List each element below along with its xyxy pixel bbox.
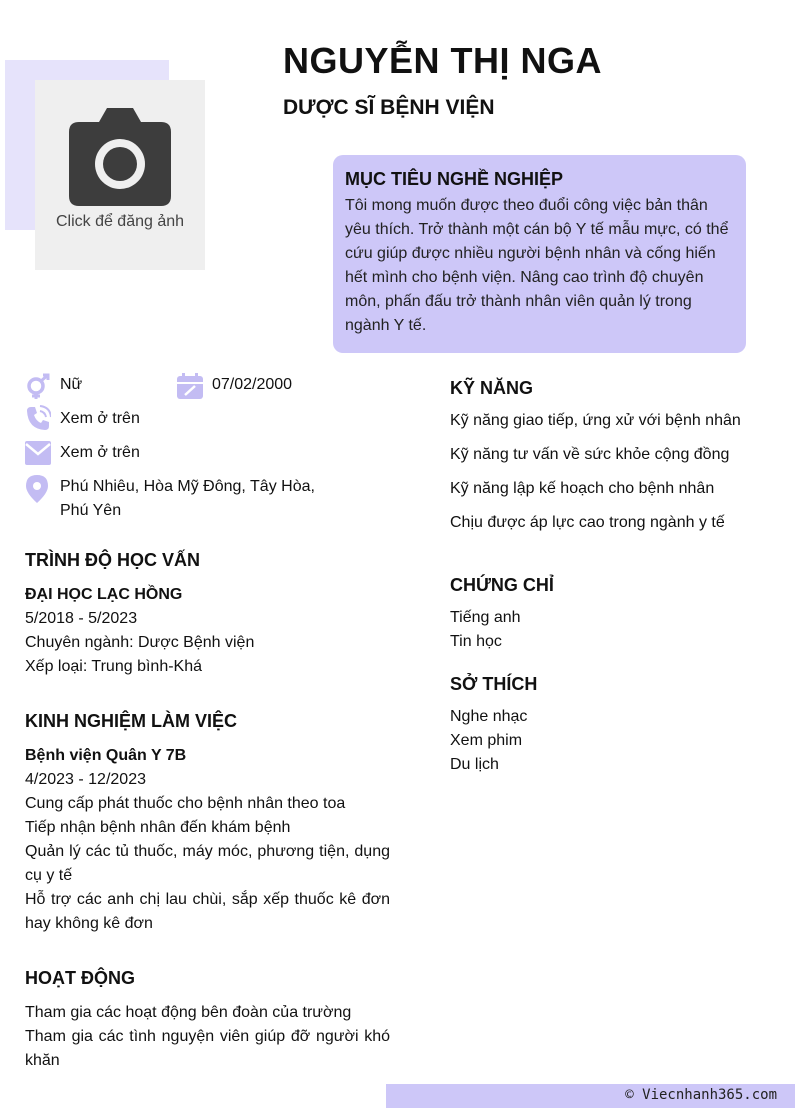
- company-name: Bệnh viện Quân Y 7B: [25, 747, 187, 764]
- gender-value: Nữ: [60, 376, 83, 393]
- skill-item: Kỹ năng giao tiếp, ứng xử với bệnh nhân: [450, 412, 741, 429]
- list-item: Nghe nhạc: [450, 708, 528, 725]
- list-item: Tin học: [450, 633, 502, 650]
- school-name: ĐẠI HỌC LẠC HỒNG: [25, 586, 183, 603]
- photo-upload[interactable]: [35, 80, 205, 270]
- list-item: Cung cấp phát thuốc cho bệnh nhân theo toa: [25, 795, 346, 812]
- location-icon: [26, 475, 48, 503]
- copyright-text: © Viecnhanh365.com: [625, 1087, 777, 1103]
- photo-upload-label: Click để đăng ảnh: [55, 213, 185, 230]
- phone-icon: [25, 405, 51, 431]
- job-title: DƯỢC SĨ BỆNH VIỆN: [283, 96, 495, 119]
- education-grade: Xếp loại: Trung bình-Khá: [25, 658, 203, 675]
- gender-icon: [25, 373, 51, 399]
- list-item: Tiếp nhận bệnh nhân đến khám bệnh: [25, 819, 291, 836]
- list-item: Xem phim: [450, 732, 523, 749]
- activities-title: HOẠT ĐỘNG: [25, 968, 135, 988]
- skill-item: Chịu được áp lực cao trong ngành y tế: [450, 514, 725, 531]
- address-line-2: Phú Yên: [60, 502, 122, 519]
- mail-icon: [25, 441, 51, 465]
- career-objective-text: Tôi mong muốn được theo đuổi công việc bản thân yêu thích. Trở thành một cán bộ Y tế mẫu mực, có thể cứu giúp được nhiều người bệnh nhân và cống hiến hết mình cho bệnh viện. Nâng cao trình độ chuyên môn, phấn đấu trở thành nhân viên quản lý trong ngành Y tế.: [345, 197, 729, 334]
- calendar-icon: [177, 373, 203, 399]
- camera-icon: [69, 108, 171, 206]
- list-item: Tham gia các hoạt động bên đoàn của trường: [25, 1004, 352, 1021]
- certificates-section: [450, 606, 521, 654]
- hobbies-title: SỞ THÍCH: [450, 674, 538, 694]
- hobbies-section: [450, 705, 527, 777]
- footer-bar: [386, 1084, 795, 1108]
- birthday-value: 07/02/2000: [212, 376, 293, 393]
- career-objective-box: [333, 155, 746, 353]
- phone-value: Xem ở trên: [60, 410, 140, 427]
- experience-period: 4/2023 - 12/2023: [25, 771, 146, 788]
- list-item: Tham gia các tình nguyện viên giúp đỡ người khó khăn: [25, 1028, 390, 1069]
- skill-item: Kỹ năng lập kế hoạch cho bệnh nhân: [450, 480, 715, 497]
- education-major: Chuyên ngành: Dược Bệnh viện: [25, 634, 255, 651]
- career-objective-title: MỤC TIÊU NGHỀ NGHIỆP: [345, 169, 564, 189]
- education-section: [25, 583, 390, 679]
- list-item: Quản lý các tủ thuốc, máy móc, phương tiện, dụng cụ y tế: [25, 843, 390, 884]
- list-item: Du lịch: [450, 756, 499, 773]
- skill-item: Kỹ năng tư vấn về sức khỏe cộng đồng: [450, 446, 730, 463]
- education-period: 5/2018 - 5/2023: [25, 610, 138, 627]
- list-item: Tiếng anh: [450, 609, 521, 626]
- list-item: Hỗ trợ các anh chị lau chùi, sắp xếp thuốc kê đơn hay không kê đơn: [25, 891, 390, 932]
- address-line-1: Phú Nhiêu, Hòa Mỹ Đông, Tây Hòa,: [60, 478, 315, 495]
- candidate-name: NGUYỄN THỊ NGA: [283, 40, 603, 81]
- education-title: TRÌNH ĐỘ HỌC VẤN: [25, 550, 200, 570]
- skills-title: KỸ NĂNG: [450, 378, 534, 398]
- certificates-title: CHỨNG CHỈ: [450, 575, 554, 595]
- email-value: Xem ở trên: [60, 444, 140, 461]
- experience-title: KINH NGHIỆM LÀM VIỆC: [25, 711, 238, 731]
- experience-section: [25, 744, 390, 936]
- activities-section: [25, 1001, 390, 1073]
